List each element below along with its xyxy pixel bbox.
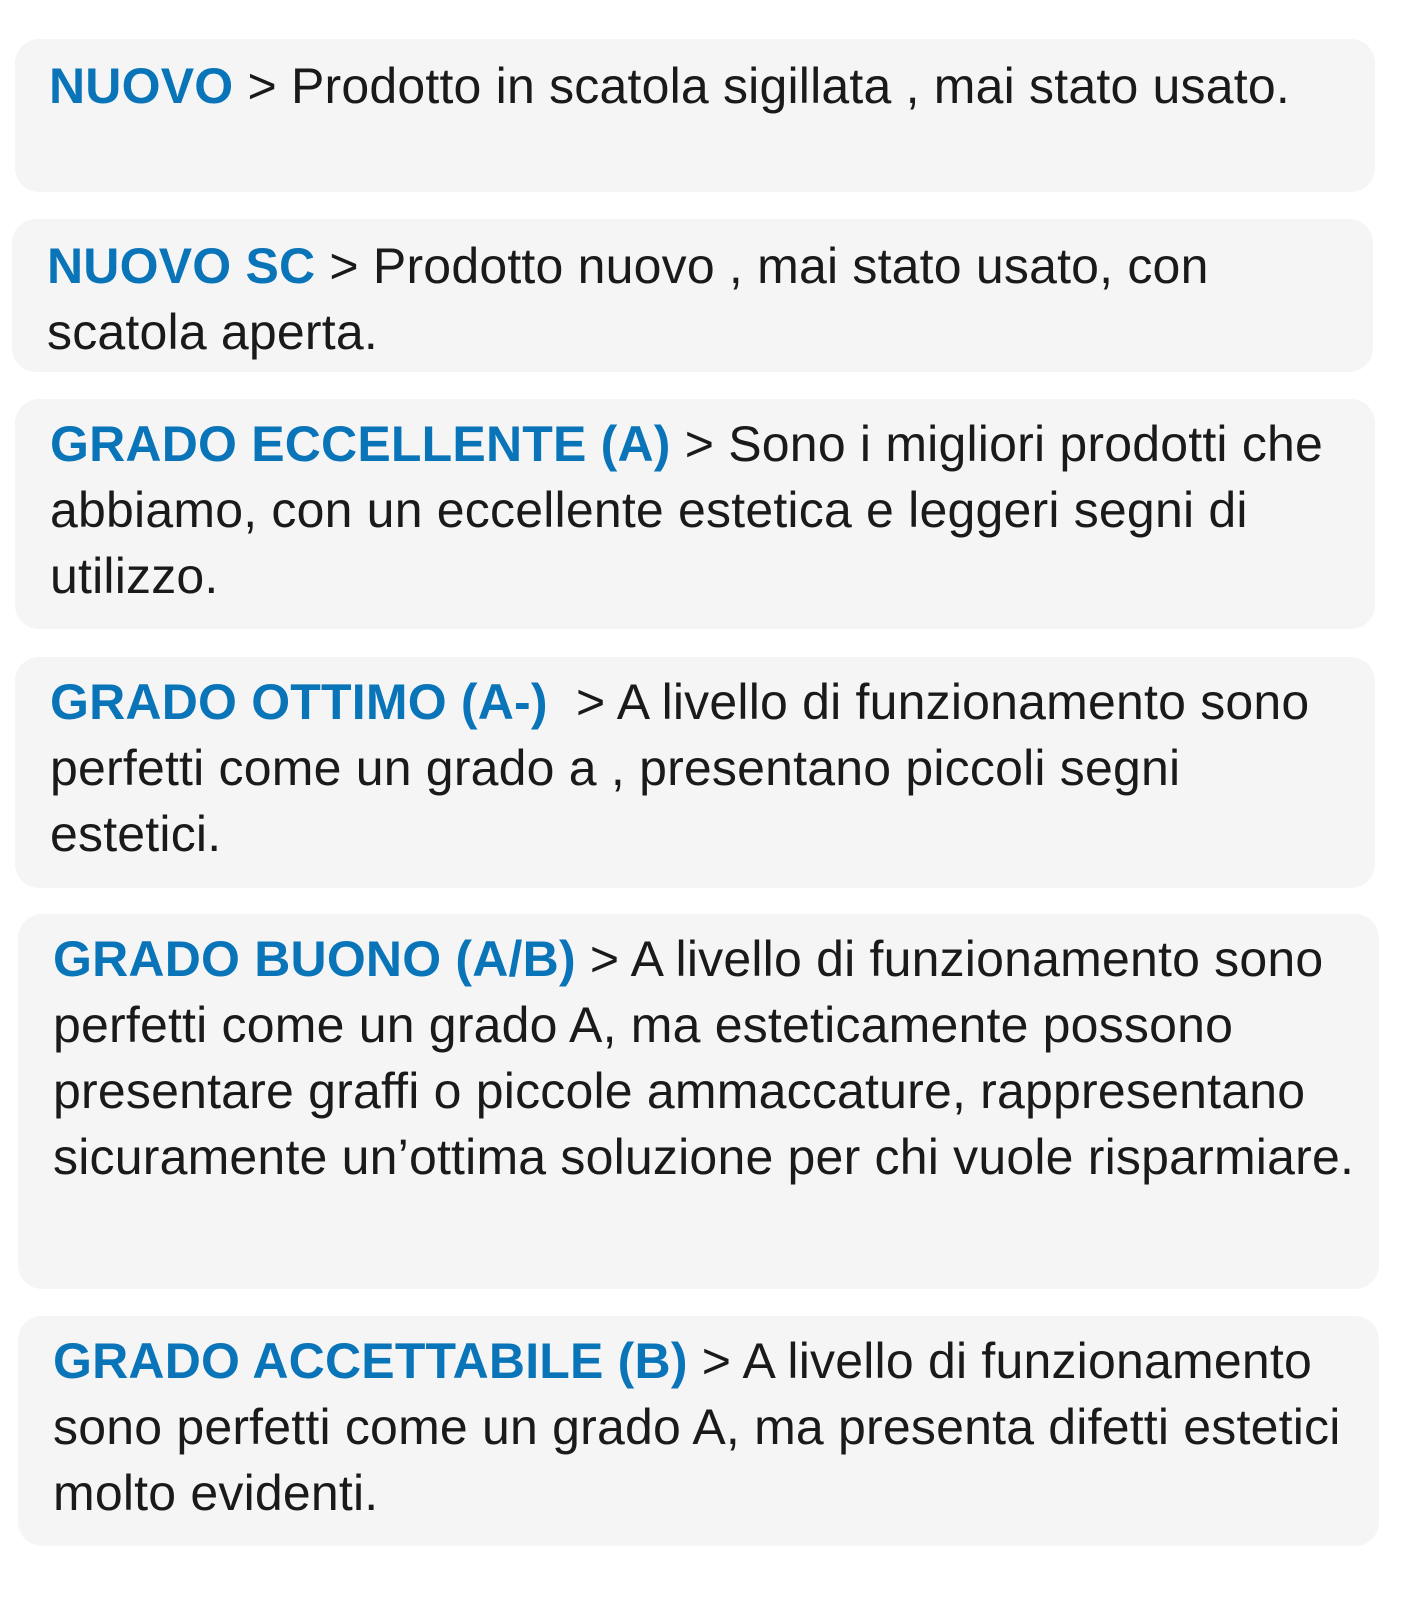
grade-card-buono xyxy=(18,914,1379,1289)
grade-description: Prodotto nuovo , mai stato usato, con scatola aperta. xyxy=(47,238,1209,360)
grade-separator: > xyxy=(233,58,291,114)
grade-label: GRADO BUONO (A/B) xyxy=(53,931,576,987)
grade-card-nuovo xyxy=(15,39,1375,192)
grade-separator: > xyxy=(575,931,631,987)
grade-label: NUOVO xyxy=(49,58,234,114)
grade-card-nuovo-sc xyxy=(12,219,1373,372)
grade-description: A livello di funzionamento sono perfetti come un grado A, ma presenta difetti estetici molto evidenti. xyxy=(53,1333,1341,1521)
grade-card-accettabile xyxy=(18,1316,1379,1546)
grade-description: Prodotto in scatola sigillata , mai stato usato. xyxy=(290,58,1290,114)
grade-separator: > xyxy=(547,674,617,730)
grade-label: GRADO ACCETTABILE (B) xyxy=(53,1333,688,1389)
grade-card-eccellente xyxy=(15,399,1375,629)
grade-label: NUOVO SC xyxy=(47,238,316,294)
grade-card-ottimo xyxy=(15,657,1375,888)
grade-description: Sono i migliori prodotti che abbiamo, con un eccellente estetica e leggeri segni di utilizzo. xyxy=(50,416,1324,604)
grade-separator: > xyxy=(670,416,729,472)
grade-separator: > xyxy=(315,238,373,294)
grade-label: GRADO ECCELLENTE (A) xyxy=(50,416,671,472)
grade-label: GRADO OTTIMO (A-) xyxy=(50,674,548,730)
grade-description: A livello di funzionamento sono perfetti come un grado a , presentano piccoli segni estetici. xyxy=(50,674,1310,862)
grade-separator: > xyxy=(687,1333,743,1389)
grade-description: A livello di funzionamento sono perfetti come un grado A, ma esteticamente possono presentare graffi o piccole ammaccature, rappresentano sicuramente un’ottima soluzione per chi vuole risparmiare. xyxy=(53,931,1355,1185)
